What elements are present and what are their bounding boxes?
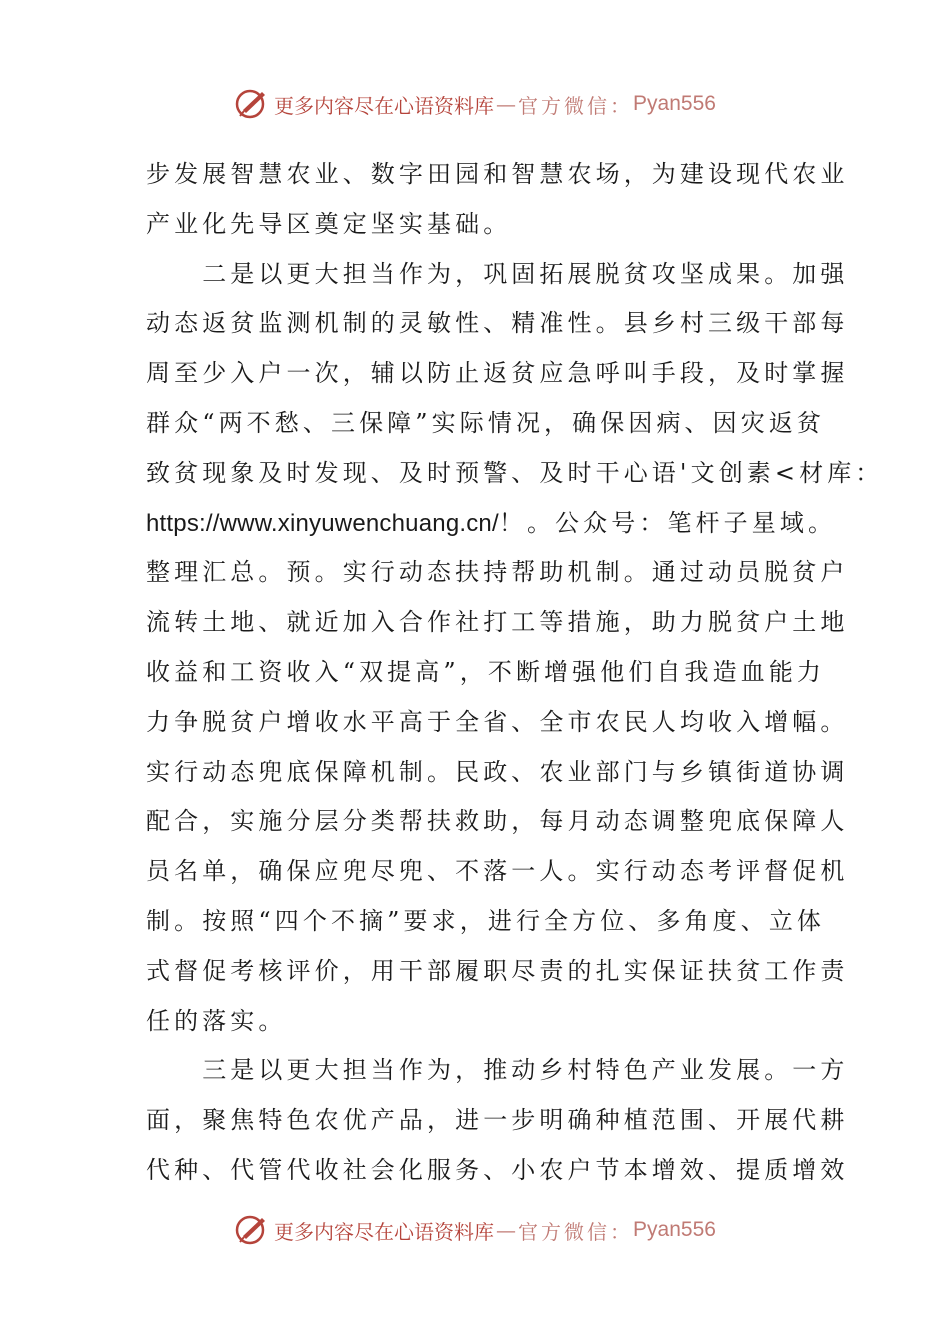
- text-line: 动态返贫监测机制的灵敏性、精准性。县乡村三级干部每: [146, 309, 849, 338]
- url-text: https://www.xinyuwenchuang.cn/: [146, 509, 499, 537]
- footer-banner: [0, 1210, 950, 1250]
- text-line: 周至少入户一次，辅以防止返贫应急呼叫手段，及时掌握: [146, 359, 849, 388]
- text-line: 式督促考核评价，用干部履职尽责的扎实保证扶贫工作责: [146, 956, 849, 985]
- footer-dash: —: [496, 1218, 517, 1242]
- text-line: 实行动态兜底保障机制。民政、农业部门与乡镇街道协调: [146, 757, 849, 786]
- header-wechat-id: Pyan556: [633, 92, 716, 115]
- text-line: 产业化先导区奠定坚实基础。: [146, 209, 512, 238]
- text-line: 面，聚焦特色农优产品，进一步明确种植范围、开展代耕: [146, 1106, 849, 1135]
- text-line: 任的落实。: [146, 1006, 287, 1035]
- quill-logo-icon: [234, 86, 270, 122]
- text-line: 制。按照“四个不摘”要求，进行全方位、多角度、立体: [146, 906, 826, 935]
- url-tail-text: ！。公众号：笔杆子星域。: [498, 508, 837, 537]
- text-line: 三是以更大担当作为，推动乡村特色产业发展。一方: [146, 1056, 849, 1085]
- text-line: 力争脱贫户增收水平高于全省、全市农民人均收入增幅。: [146, 707, 849, 736]
- header-banner: [0, 84, 950, 124]
- text-line: 流转土地、就近加入合作社打工等措施，助力脱贫户土地: [146, 608, 849, 637]
- text-line: 代种、代管代收社会化服务、小农户节本增效、提质增效: [146, 1155, 849, 1184]
- header-wechat-label: 官方微信：: [518, 93, 634, 118]
- footer-brand-text: 更多内容尽在心语资料库: [274, 1219, 495, 1244]
- text-line: 致贫现象及时发现、及时预警、及时干心语'文创素<材库：: [146, 458, 884, 487]
- header-dash: —: [496, 92, 517, 116]
- text-line: 收益和工资收入“双提高”，不断增强他们自我造血能力: [146, 657, 826, 686]
- text-line: 步发展智慧农业、数字田园和智慧农场，为建设现代农业: [146, 160, 849, 188]
- text-line-url: [146, 499, 837, 549]
- footer-wechat-id: Pyan556: [633, 1218, 716, 1241]
- footer-wechat-label: 官方微信：: [518, 1219, 634, 1244]
- header-brand-text: 更多内容尽在心语资料库: [274, 93, 495, 118]
- quill-logo-icon: [234, 1212, 270, 1248]
- text-line: 配合，实施分层分类帮扶救助，每月动态调整兜底保障人: [146, 807, 849, 836]
- text-line: 二是以更大担当作为，巩固拓展脱贫攻坚成果。加强: [146, 259, 849, 288]
- text-line: 员名单，确保应兜尽兜、不落一人。实行动态考评督促机: [146, 857, 849, 886]
- text-line: 群众“两不愁、三保障”实际情况，确保因病、因灾返贫: [146, 408, 826, 437]
- text-line: 整理汇总。预。实行动态扶持帮助机制。通过动员脱贫户: [146, 558, 849, 587]
- paragraph-text: [146, 150, 884, 1196]
- document-body: [146, 150, 884, 1196]
